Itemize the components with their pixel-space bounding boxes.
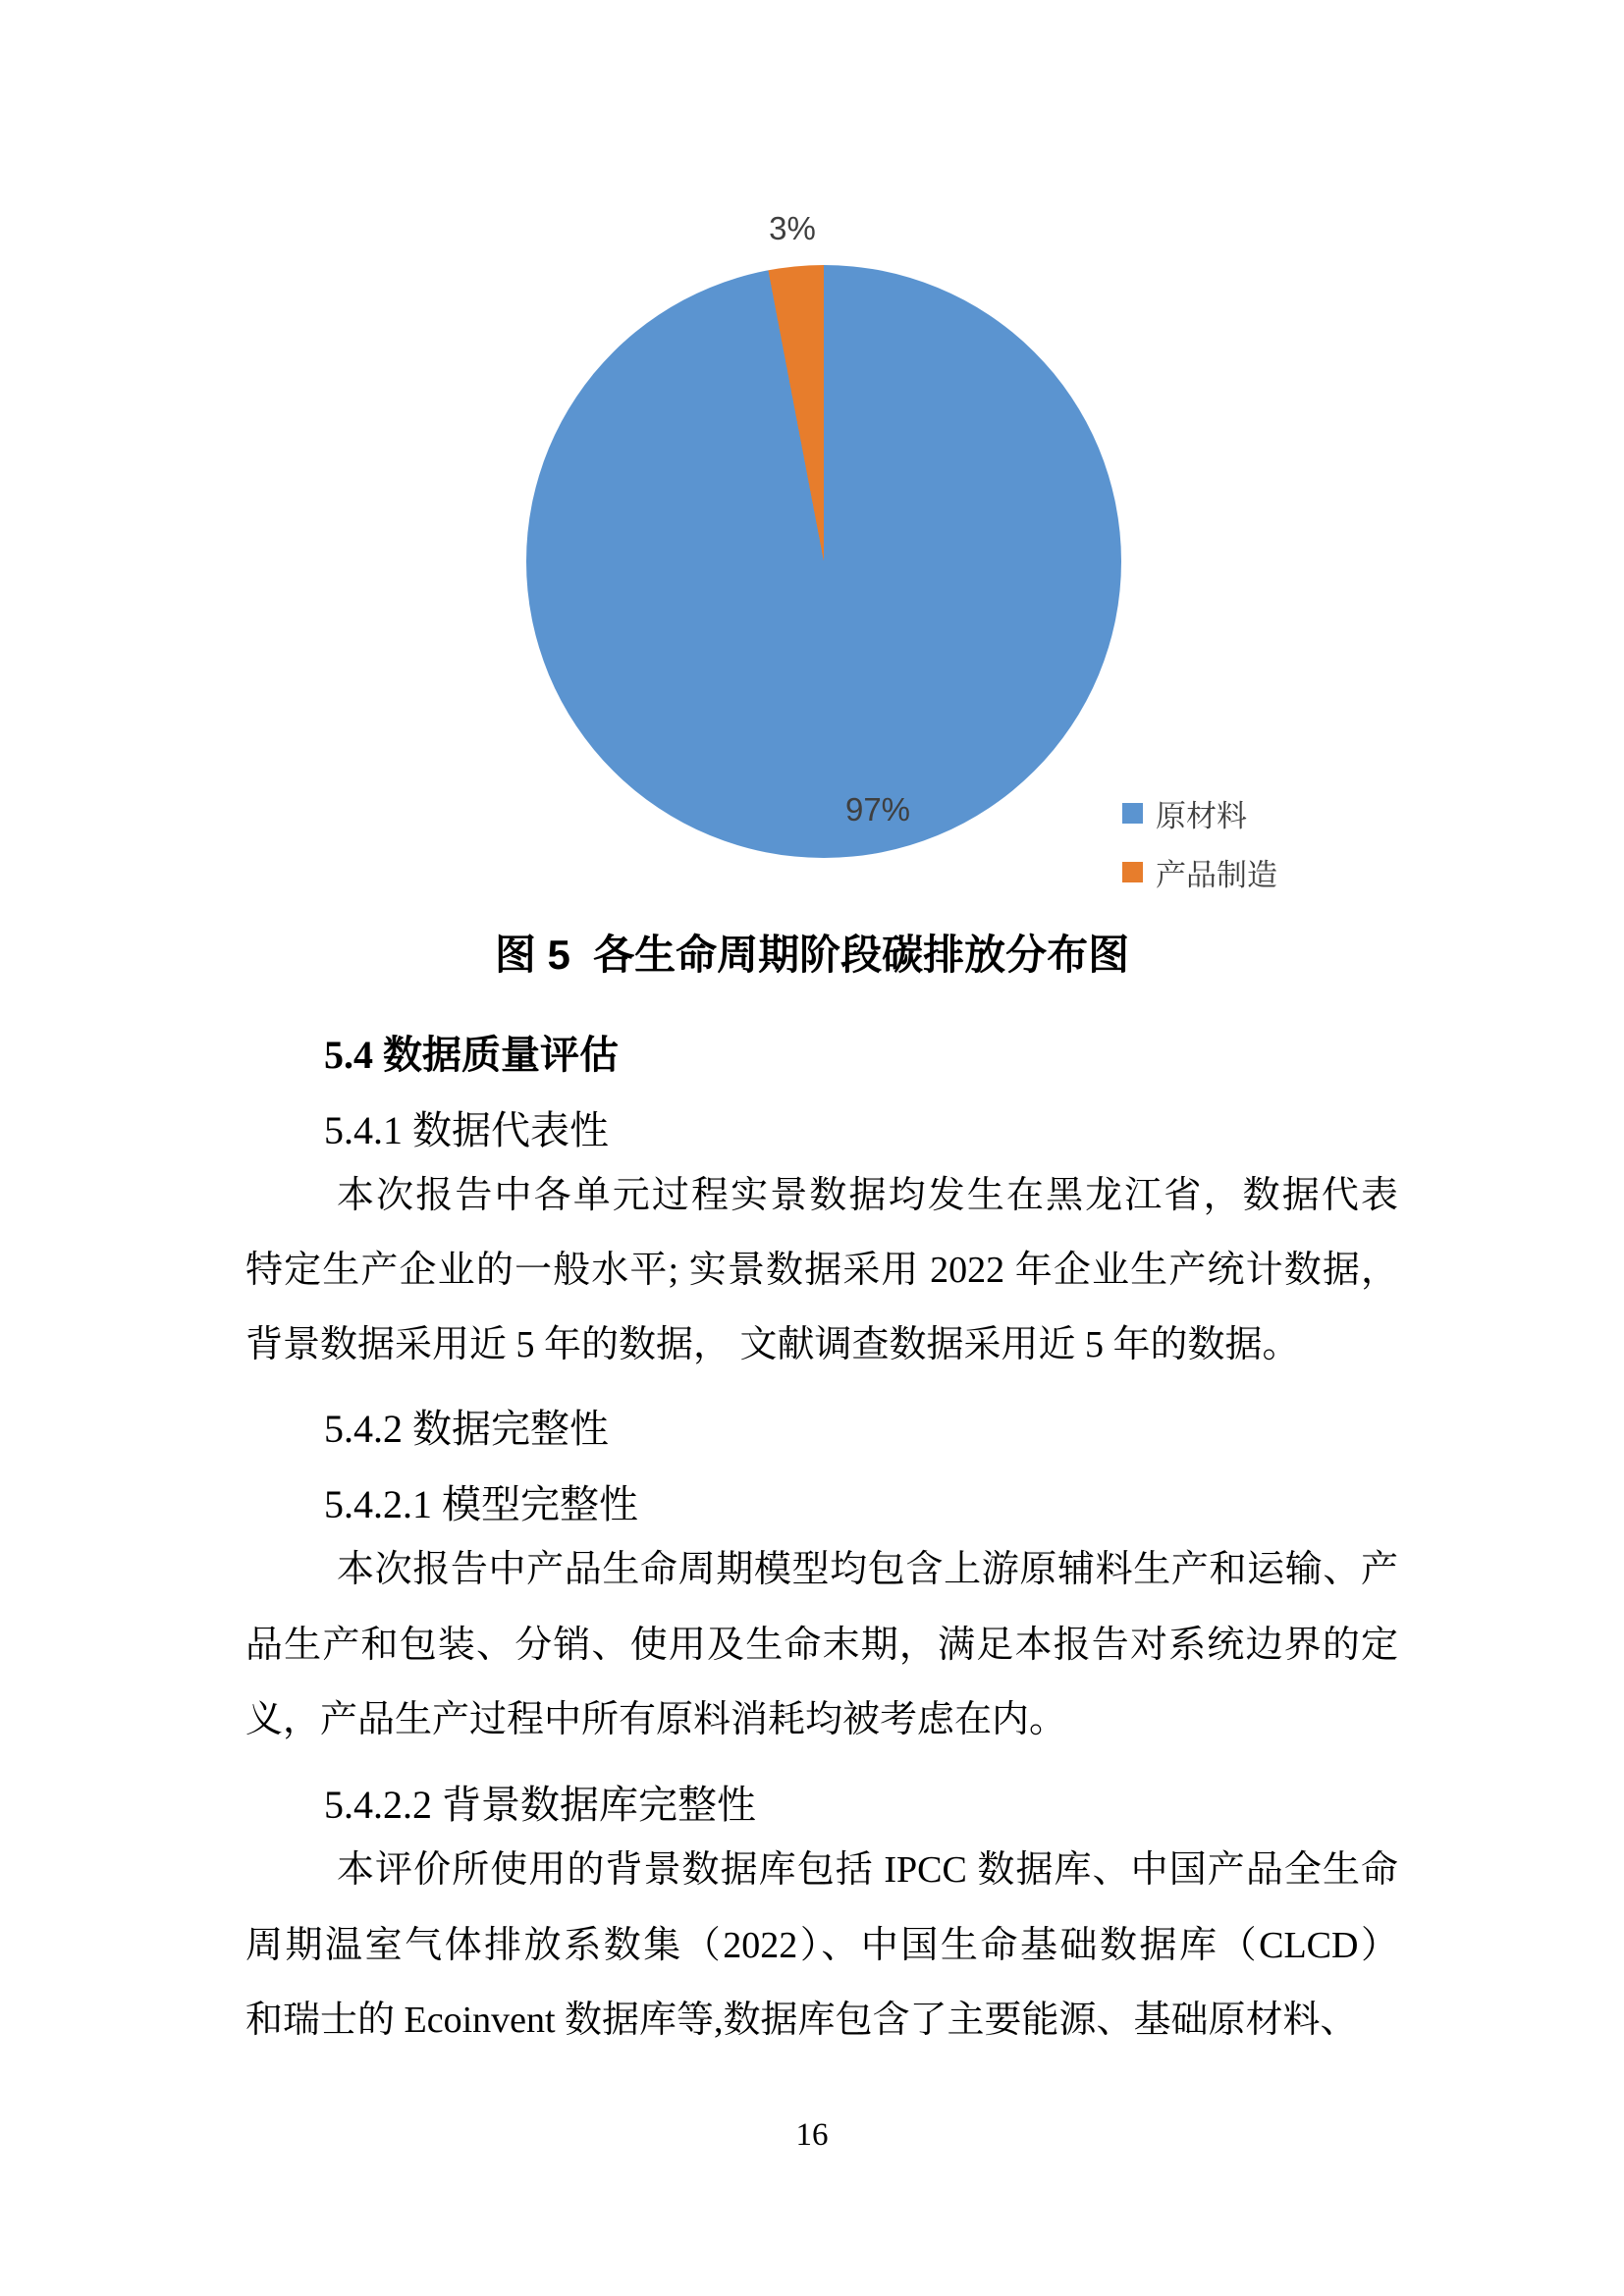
legend-label: 产品制造: [1156, 858, 1277, 892]
paragraph2-line3: 义，产品生产过程中所有原料消耗均被考虑在内。: [245, 1699, 1067, 1740]
pie-label-3pct: 3%: [769, 210, 816, 246]
paragraph2-line2: 品生产和包装、分销、使用及生命末期，满足本报告对系统边界的定: [245, 1625, 1398, 1666]
legend-swatch-blue-icon: [1122, 803, 1143, 824]
paragraph1-line3: 背景数据采用近 5 年的数据， 文献调查数据采用近 5 年的数据。: [245, 1324, 1300, 1365]
heading-5-4-2-2: 5.4.2.2 背景数据库完整性: [324, 1783, 756, 1827]
paragraph1-line1: 本次报告中各单元过程实景数据均发生在黑龙江省，数据代表: [337, 1175, 1398, 1216]
pie-label-97pct: 97%: [844, 791, 911, 828]
page-number: 16: [795, 2117, 829, 2153]
heading-5-4-1: 5.4.1 数据代表性: [324, 1108, 609, 1152]
paragraph1-line2: 特定生产企业的一般水平; 实景数据采用 2022 年企业生产统计数据，: [245, 1250, 1398, 1291]
paragraph3-line2: 周期温室气体排放系数集（2022）、中国生命基础数据库（CLCD）: [245, 1925, 1398, 1966]
paragraph2-line1: 本次报告中产品生命周期模型均包含上游原辅料生产和运输、产: [337, 1549, 1398, 1590]
legend-swatch-orange-icon: [1122, 862, 1143, 882]
legend-item-raw-materials: [1122, 791, 1277, 835]
figure-caption: 图 5 各生命周期阶段碳排放分布图: [494, 932, 1130, 978]
heading-5-4: 5.4 数据质量评估: [324, 1033, 619, 1077]
chart-legend: [1122, 791, 1277, 894]
legend-item-product-manufacturing: [1122, 850, 1277, 894]
heading-5-4-2-1: 5.4.2.1 模型完整性: [324, 1482, 638, 1526]
pie-chart: [526, 265, 1121, 858]
paragraph3-line3: 和瑞士的 Ecoinvent 数据库等,数据库包含了主要能源、基础原材料、: [245, 2000, 1358, 2041]
legend-label: 原材料: [1156, 799, 1247, 833]
heading-5-4-2: 5.4.2 数据完整性: [324, 1407, 609, 1451]
paragraph3-line1: 本评价所使用的背景数据库包括 IPCC 数据库、中国产品全生命: [337, 1849, 1398, 1891]
